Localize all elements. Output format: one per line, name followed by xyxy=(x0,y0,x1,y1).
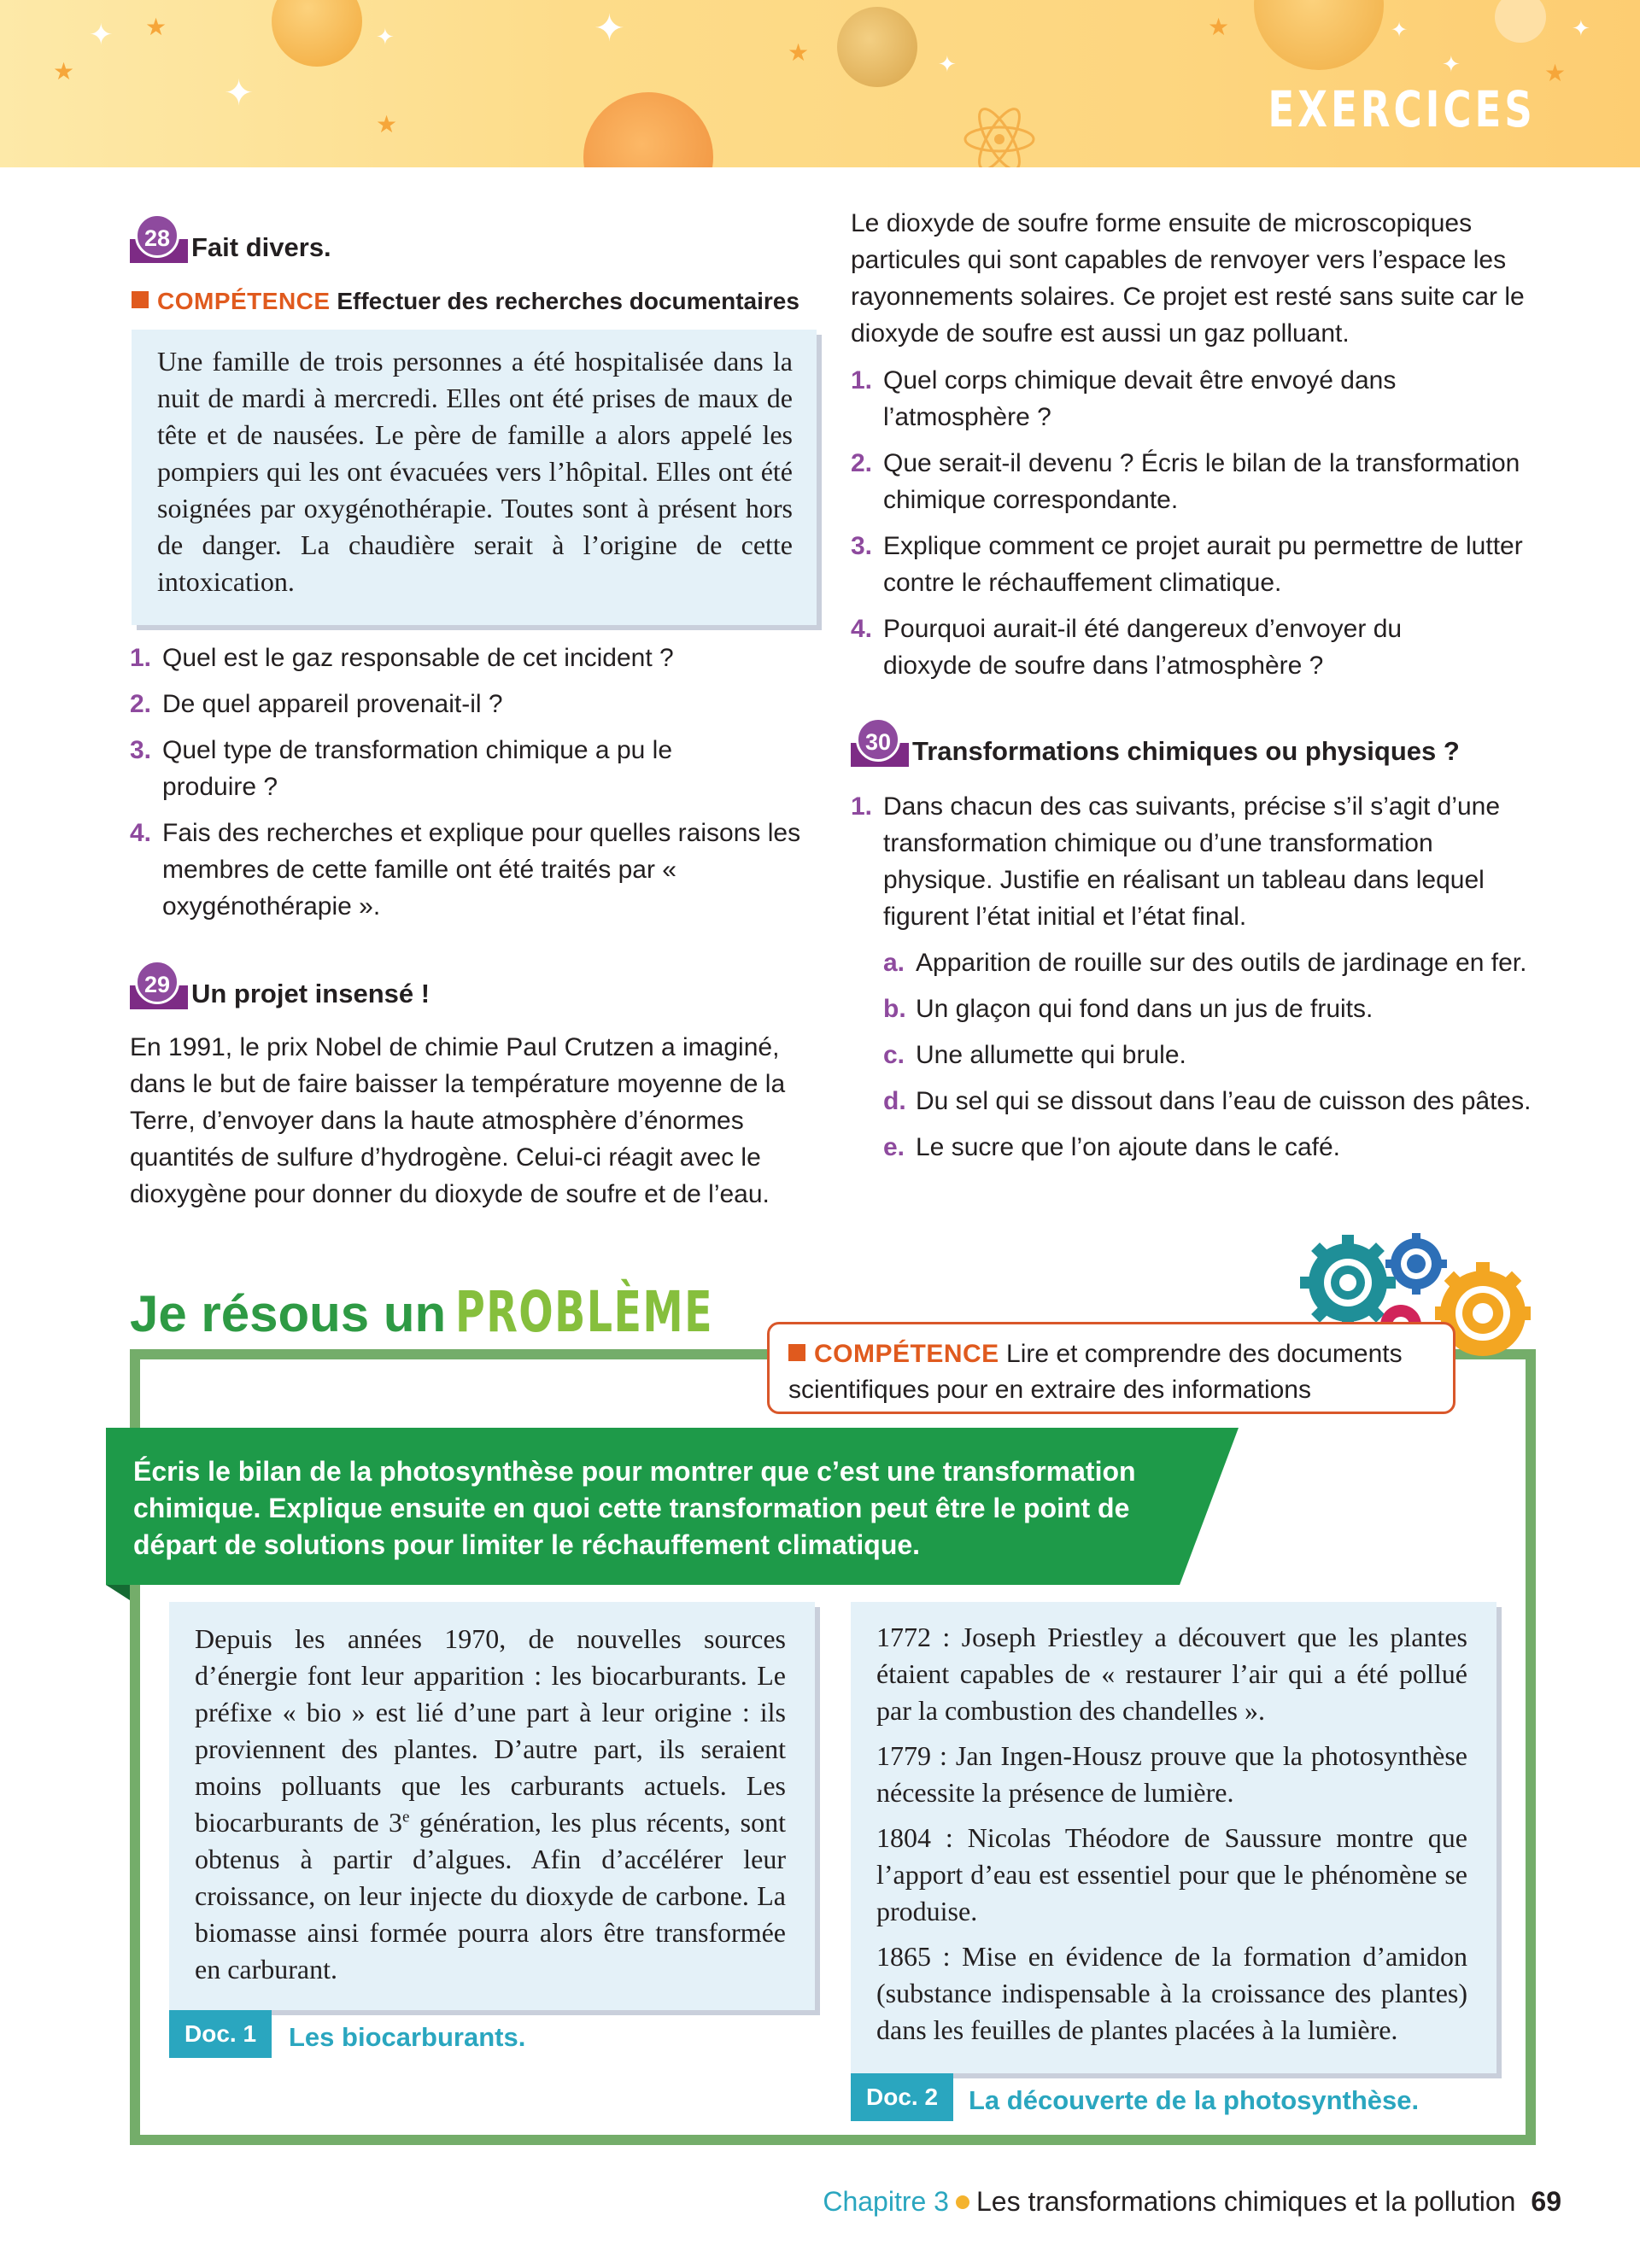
competence-label: COMPÉTENCE xyxy=(814,1340,999,1368)
header-band xyxy=(0,0,1640,167)
doc-1-box xyxy=(169,1602,815,2010)
competence-line xyxy=(132,288,800,315)
exercise-number-badge: 30 xyxy=(851,717,905,767)
atom-icon xyxy=(961,101,1038,167)
planet-decoration xyxy=(1495,0,1546,43)
task-text: Écris le bilan de la photosynthèse pour montrer que c’est une transformation chimique. Explique ensuite en quoi cette transformation peut être le point de départ de solutions pour limiter le réchauffement climatique. xyxy=(133,1456,1136,1560)
exercise-29-questions xyxy=(851,362,1534,693)
planet-decoration xyxy=(837,7,917,87)
planet-decoration xyxy=(583,92,713,167)
case-item: c. Une allumette qui brule. xyxy=(883,1041,1186,1069)
question-item: 4. Pourquoi aurait-il été dangereux d’envoyer du dioxyde de soufre dans l’atmosphère ? xyxy=(851,615,1403,680)
doc-2-caption: La découverte de la photosynthèse. xyxy=(969,2085,1420,2115)
question-item: 4. Fais des recherches et explique pour quelles raisons les membres de cette famille ont été traités par « oxygénothérapie ». xyxy=(130,819,801,921)
competence-text: Effectuer des recherches documentaires xyxy=(337,288,800,314)
exercise-number-badge: 29 xyxy=(130,960,184,1009)
exercise-28-heading xyxy=(130,213,728,265)
question-item: 1. Quel est le gaz responsable de cet incident ? xyxy=(130,644,674,672)
planet-decoration xyxy=(1254,0,1384,70)
exercise-29-heading xyxy=(130,960,728,1011)
star-icon: ✦ xyxy=(89,19,114,51)
star-icon: ★ xyxy=(53,58,75,85)
doc-2-entry: 1779 : Jan Ingen-Housz prouve que la photosynthèse nécessite la présence de lumière. xyxy=(876,1740,1467,1808)
star-icon: ✦ xyxy=(1572,15,1590,41)
exercise-title: Transformations chimiques ou physiques ? xyxy=(912,736,1460,766)
doc-2-label: Doc. 2 xyxy=(851,2073,953,2121)
page-footer xyxy=(823,2186,1561,2218)
star-icon: ★ xyxy=(376,111,398,137)
doc-1-text: Depuis les années 1970, de nouvelles sources d’énergie font leur apparition : les biocarburants. Le préfixe « bio » est lié d’une part à leur origine : ils proviennent des plantes. D’autre part, ils seraient moins polluants que les carburants actuels. Les biocarburants de 3e génération, les plus récents, sont obtenus à partir d’algues. Afin d’accélérer leur croissance, on leur injecte du dioxyde de carbone. La biomasse ainsi formée pourra alors être transformée en carburant. xyxy=(195,1623,787,1984)
exercise-30-question xyxy=(851,788,1534,944)
competence-text: Lire et comprendre des documents scientifiques pour en extraire des informations xyxy=(788,1340,1403,1404)
question-item: 3. Quel type de transformation chimique a pu le produire ? xyxy=(130,736,672,801)
bullet-dot-icon xyxy=(956,2195,969,2209)
star-icon: ★ xyxy=(145,14,167,40)
star-icon: ✦ xyxy=(1391,19,1409,42)
exercise-title: Un projet insensé ! xyxy=(191,979,430,1008)
question-item: 1. Dans chacun des cas suivants, précise s’il s’agit d’une transformation chimique ou d’une transformation physique. Justifie en réalisant un tableau dans lequel figurent l’état initial et l’état final. xyxy=(851,792,1501,931)
star-icon: ✦ xyxy=(224,73,255,113)
exercise-29-intro: En 1991, le prix Nobel de chimie Paul Crutzen a imaginé, dans le but de faire baisser la température moyenne de la Terre, d’envoyer dans la haute atmosphère d’énormes quantités de sulfure d’hydrogène. Celui-ci réagit avec le dioxygène pour donner du dioxyde de soufre et de l’eau. xyxy=(130,1033,786,1208)
doc-1-label: Doc. 1 xyxy=(169,2010,272,2058)
chapter-label: Chapitre 3 xyxy=(823,2186,949,2217)
exercise-28-text-box xyxy=(132,330,817,625)
star-icon: ★ xyxy=(1544,60,1567,86)
exercise-title: Fait divers. xyxy=(191,232,331,262)
case-item: b. Un glaçon qui fond dans un jus de fruits. xyxy=(883,995,1374,1023)
doc-2-box xyxy=(851,1602,1496,2073)
doc-1-caption: Les biocarburants. xyxy=(289,2022,526,2052)
section-title: EXERCICES xyxy=(1268,80,1536,138)
exercise-number-badge: 28 xyxy=(130,213,184,263)
question-item: 2. Que serait-il devenu ? Écris le bilan de la transformation chimique correspondante. xyxy=(851,449,1520,514)
problem-title: Je résous un PROBLÈME xyxy=(130,1279,713,1345)
banner-fold xyxy=(106,1585,130,1600)
competence-label: COMPÉTENCE xyxy=(157,288,331,314)
exercise-28-questions xyxy=(130,640,822,934)
case-item: e. Le sucre que l’on ajoute dans le café. xyxy=(883,1133,1341,1161)
question-item: 3. Explique comment ce projet aurait pu permettre de lutter contre le réchauffement climatique. xyxy=(851,532,1523,597)
star-icon: ✦ xyxy=(1442,51,1461,77)
chapter-title: Les transformations chimiques et la pollution xyxy=(975,2186,1516,2217)
exercise-28-text: Une famille de trois personnes a été hospitalisée dans la nuit de mardi à mercredi. Elles ont été prises de maux de tête et de nausées. Le père de famille a alors appelé les pompiers qui les ont évacuées vers l’hôpital. Elles ont été soignées par oxygénothérapie. Toutes sont à présent hors de danger. La chaudière serait à l’origine de cette intoxication. xyxy=(157,346,793,597)
planet-decoration xyxy=(272,0,362,67)
doc-2-entry: 1804 : Nicolas Théodore de Saussure montre que l’apport d’eau est essentiel pour que le phénomène se produise. xyxy=(876,1822,1467,1926)
star-icon: ★ xyxy=(788,39,810,66)
star-icon: ★ xyxy=(1208,14,1230,40)
exercise-29-continuation: Le dioxyde de soufre forme ensuite de microscopiques particules qui sont capables de renvoyer vers l’espace les rayonnements solaires. Ce projet est resté sans suite car le dioxyde de soufre est aussi un gaz polluant. xyxy=(851,209,1525,348)
square-bullet-icon xyxy=(788,1344,805,1361)
star-icon: ✦ xyxy=(938,51,957,77)
doc-2-entry: 1865 : Mise en évidence de la formation d’amidon (substance indispensable à la croissance des plantes) dans les feuilles de plantes placées à la lumière. xyxy=(876,1941,1467,2045)
exercise-30-heading xyxy=(851,717,1534,769)
page-number: 69 xyxy=(1531,2186,1561,2217)
exercise-30-cases xyxy=(883,944,1541,1175)
question-item: 1. Quel corps chimique devait être envoyé dans l’atmosphère ? xyxy=(851,366,1397,431)
case-item: a. Apparition de rouille sur des outils de jardinage en fer. xyxy=(883,949,1527,977)
case-item: d. Du sel qui se dissout dans l’eau de cuisson des pâtes. xyxy=(883,1087,1532,1115)
square-bullet-icon xyxy=(132,291,149,308)
problem-competence-box xyxy=(767,1322,1456,1414)
star-icon: ✦ xyxy=(376,24,395,50)
doc-2-entries xyxy=(851,1602,1496,2049)
star-icon: ✦ xyxy=(594,8,625,50)
question-item: 2. De quel appareil provenait-il ? xyxy=(130,690,503,718)
doc-2-entry: 1772 : Joseph Priestley a découvert que les plantes étaient capables de « restaurer l’air qui a été pollué par la combustion des chandelles ». xyxy=(876,1622,1467,1726)
